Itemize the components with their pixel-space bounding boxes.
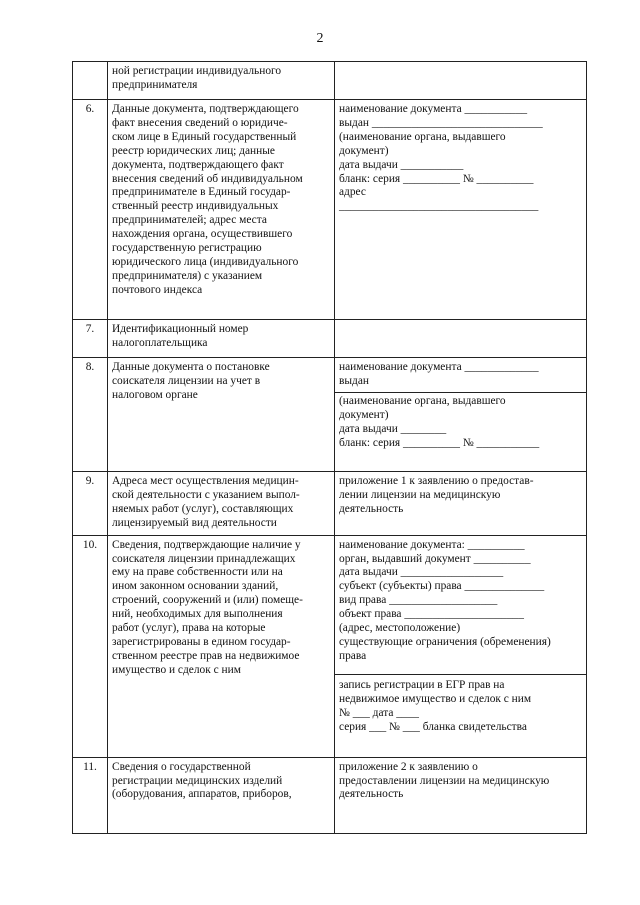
description-line: няемых работ (услуг), составляющих xyxy=(112,502,294,515)
field-line: документ) xyxy=(339,144,389,157)
description-line: юридического лица (индивидуального xyxy=(112,255,299,268)
description-line: регистрации медицинских изделий xyxy=(112,774,283,787)
field-line: предоставлении лицензии на медицинскую xyxy=(339,774,550,787)
row-description xyxy=(108,320,335,358)
description-line: (оборудования, аппаратов, приборов, xyxy=(112,788,292,801)
field-line: бланк: серия __________ № __________ xyxy=(339,172,534,185)
row-fields xyxy=(335,358,587,472)
description-line: ином законном основании зданий, xyxy=(112,580,279,593)
field-line: № ___ дата ____ xyxy=(339,706,420,719)
field-line: (наименование органа, выдавшего xyxy=(339,130,506,143)
description-line: строений, сооружений и (или) помеще- xyxy=(112,594,303,607)
row-number: 9. xyxy=(73,472,108,536)
table-row xyxy=(73,100,587,320)
field-line: адрес xyxy=(339,186,366,199)
field-line: наименование документа ___________ xyxy=(339,103,528,115)
description-line: Адреса мест осуществления медицин- xyxy=(112,475,299,487)
row-number: 6. xyxy=(73,100,108,320)
row-description xyxy=(108,757,335,833)
row-description xyxy=(108,358,335,472)
field-line: деятельность xyxy=(339,502,404,515)
field-line: права xyxy=(339,649,367,662)
field-line: дата выдачи ___________ xyxy=(339,158,464,171)
fill-rule-line xyxy=(335,674,586,675)
description-line: ской деятельности с указанием выпол- xyxy=(112,488,300,501)
description-line: ственном реестре прав на недвижимое xyxy=(112,649,300,662)
description-line: ском лице в Единый государственный xyxy=(112,130,297,143)
description-line: налогоплательщика xyxy=(112,336,208,349)
description-line: Идентификационный номер xyxy=(112,323,249,335)
description-line: налоговом органе xyxy=(112,388,198,401)
description-line: соискателя лицензии на учет в xyxy=(112,374,261,387)
row-fields xyxy=(335,62,587,100)
description-line: соискателя лицензии принадлежащих xyxy=(112,552,296,565)
row-number xyxy=(73,62,108,100)
row-number: 10. xyxy=(73,535,108,757)
description-line: Сведения, подтверждающие наличие у xyxy=(112,538,301,551)
description-line: ной регистрации индивидуального xyxy=(112,65,282,77)
table-row xyxy=(73,472,587,536)
description-line: предпринимателей; адрес места xyxy=(112,214,267,227)
field-line: (наименование органа, выдавшего xyxy=(339,394,506,407)
description-line: предпринимателя) с указанием xyxy=(112,269,263,282)
field-line: наименование документа _____________ xyxy=(339,361,539,373)
field-line: (адрес, местоположение) xyxy=(339,622,461,635)
row-description xyxy=(108,62,335,100)
table-row xyxy=(73,320,587,358)
row-fields xyxy=(335,472,587,536)
description-line: государственную регистрацию xyxy=(112,242,262,255)
field-line: выдан xyxy=(339,374,369,387)
description-line: предпринимателя xyxy=(112,78,198,91)
row-number: 7. xyxy=(73,320,108,358)
row-number: 8. xyxy=(73,358,108,472)
field-line: орган, выдавший документ __________ xyxy=(339,552,531,565)
row-fields xyxy=(335,757,587,833)
row-fields xyxy=(335,320,587,358)
field-line: запись регистрации в ЕГР прав на xyxy=(339,678,505,691)
field-line: документ) xyxy=(339,408,389,421)
table-row xyxy=(73,358,587,472)
field-line: бланк: серия __________ № ___________ xyxy=(339,436,540,449)
table-row xyxy=(73,535,587,757)
field-line: лении лицензии на медицинскую xyxy=(339,488,501,501)
field-line: серия ___ № ___ бланка свидетельства xyxy=(339,720,527,733)
page-number: 2 xyxy=(316,31,324,46)
field-line: существующие ограничения (обременения) xyxy=(339,635,551,648)
field-line: наименование документа: __________ xyxy=(339,538,525,551)
description-line: работ (услуг), права на которые xyxy=(112,622,266,635)
fill-rule-line xyxy=(335,392,586,393)
row-description xyxy=(108,535,335,757)
table-row xyxy=(73,757,587,833)
description-line: реестр юридических лиц; данные xyxy=(112,144,275,157)
row-fields xyxy=(335,535,587,757)
description-line: зарегистрированы в едином государ- xyxy=(112,635,291,648)
row-description xyxy=(108,472,335,536)
row-description xyxy=(108,100,335,320)
description-line: Сведения о государственной xyxy=(112,760,251,773)
table-row xyxy=(73,62,587,100)
description-line: нахождения органа, осуществившего xyxy=(112,228,293,241)
row-fields xyxy=(335,100,587,320)
field-line: дата выдачи ________ xyxy=(339,422,447,435)
description-line: факт внесения сведений о юридиче- xyxy=(112,116,288,129)
field-line: субъект (субъекты) права ______________ xyxy=(339,580,545,593)
description-line: имущество и сделок с ним xyxy=(112,663,241,676)
field-line: недвижимое имущество и сделок с ним xyxy=(339,692,532,705)
description-line: документа, подтверждающего факт xyxy=(112,158,284,171)
description-line: Данные документа о постановке xyxy=(112,361,270,373)
field-line: вид права ___________________ xyxy=(339,594,498,607)
description-line: лицензируемый вид деятельности xyxy=(112,516,277,529)
description-line: ственный реестр индивидуальных xyxy=(112,200,279,213)
field-line: выдан ______________________________ xyxy=(339,116,543,129)
field-line: приложение 1 к заявлению о предостав- xyxy=(339,475,534,487)
row-number: 11. xyxy=(73,757,108,833)
field-line: приложение 2 к заявлению о xyxy=(339,760,478,773)
field-line: деятельность xyxy=(339,788,404,801)
description-line: почтового индекса xyxy=(112,283,203,296)
field-line: объект права _____________________ xyxy=(339,608,524,621)
description-line: Данные документа, подтверждающего xyxy=(112,103,299,115)
field-line: ___________________________________ xyxy=(339,200,539,213)
description-line: ний, необходимых для выполнения xyxy=(112,608,283,621)
application-form-table xyxy=(72,61,587,834)
description-line: предпринимателе в Единый государ- xyxy=(112,186,291,199)
description-line: ему на праве собственности или на xyxy=(112,566,283,579)
field-line: дата выдачи __________________ xyxy=(339,566,504,579)
description-line: внесения сведений об индивидуальном xyxy=(112,172,303,185)
